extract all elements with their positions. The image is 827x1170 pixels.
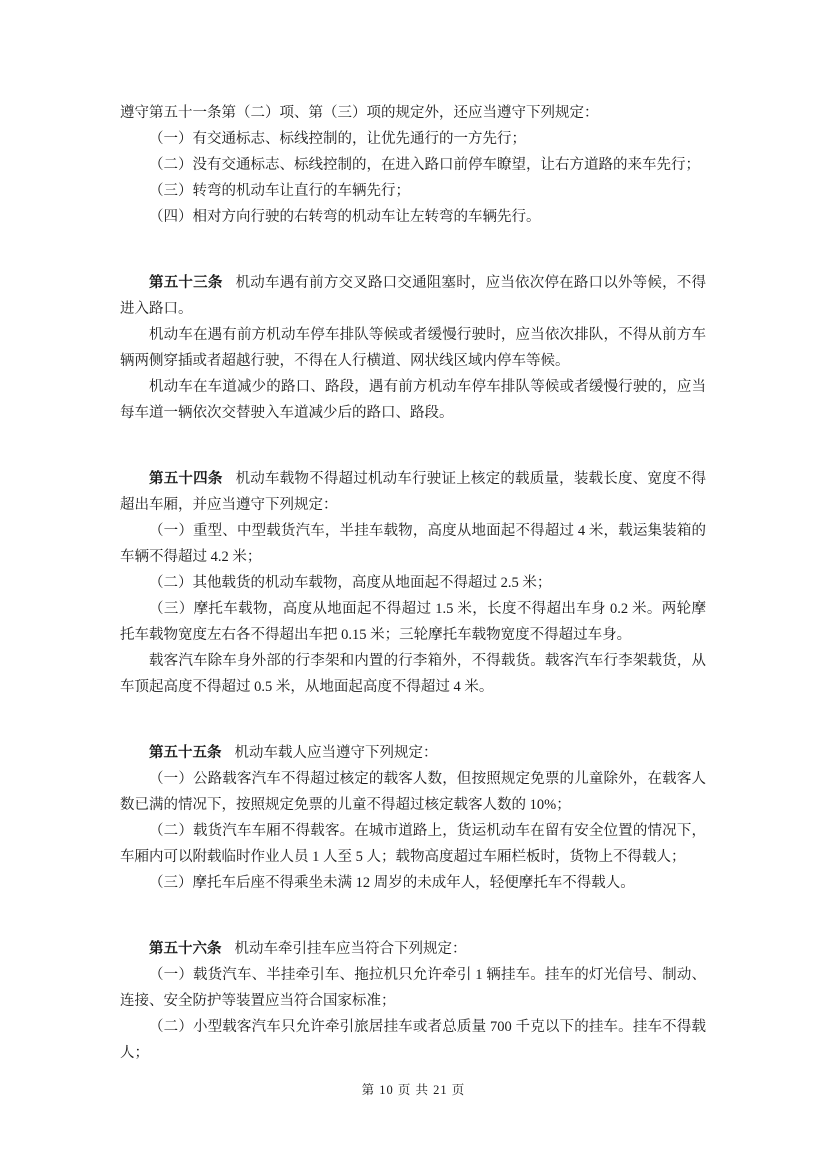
continuation-paragraph: 遵守第五十一条第（二）项、第（三）项的规定外，还应当遵守下列规定： — [120, 105, 599, 121]
article-number: 第五十三条 — [149, 275, 223, 291]
article-paragraph: （三）摩托车后座不得乘坐未满 12 周岁的未成年人，轻便摩托车不得载人。 — [149, 875, 635, 891]
list-item-3: （三）转弯的机动车让直行的车辆先行； — [149, 183, 410, 199]
article-number: 第五十六条 — [149, 941, 222, 957]
article-56 — [120, 936, 706, 1066]
article-lead-paragraph — [120, 936, 706, 962]
article-lead-text: 机动车遇有前方交叉路口交通阻塞时，应当依次停在路口以外等候，不得进入路口。 — [120, 275, 707, 317]
article-paragraph: （一）重型、中型载货汽车，半挂车载物，高度从地面起不得超过 4 米，载运集装箱的车辆不得超过 4.2 米； — [120, 523, 706, 565]
article-lead-paragraph — [120, 740, 706, 766]
article-paragraph: 机动车在遇有前方机动车停车排队等候或者缓慢行驶时，应当依次排队，不得从前方车辆两侧穿插或者超越行驶，不得在人行横道、网状线区域内停车等候。 — [120, 327, 706, 369]
article-lead-paragraph — [120, 270, 706, 322]
page-number-footer: 第 10 页 共 21 页 — [361, 1083, 466, 1097]
document-body — [120, 100, 706, 1066]
article-53 — [120, 270, 706, 426]
article-paragraph: 机动车在车道减少的路口、路段，遇有前方机动车停车排队等候或者缓慢行驶的，应当每车道一辆依次交替驶入车道减少后的路口、路段。 — [120, 379, 706, 421]
article-paragraph: （三）摩托车载物，高度从地面起不得超过 1.5 米，长度不得超出车身 0.2 米。两轮摩托车载物宽度左右各不得超出车把 0.15 米；三轮摩托车载物宽度不得超过车身。 — [120, 601, 706, 643]
article-54 — [120, 466, 706, 700]
list-item-4: （四）相对方向行驶的右转弯的机动车让左转弯的车辆先行。 — [149, 209, 541, 225]
article-55 — [120, 740, 706, 896]
article-paragraph: （一）载货汽车、半挂牵引车、拖拉机只允许牵引 1 辆挂车。挂车的灯光信号、制动、连接、安全防护等装置应当符合国家标准； — [120, 967, 706, 1009]
list-item-2: （二）没有交通标志、标线控制的，在进入路口前停车瞭望，让右方道路的来车先行； — [149, 157, 700, 173]
article-number: 第五十五条 — [149, 745, 222, 761]
article-lead-paragraph — [120, 466, 706, 518]
article-lead-text: 机动车牵引挂车应当符合下列规定： — [234, 941, 467, 957]
article-paragraph: （一）公路载客汽车不得超过核定的载客人数，但按照规定免票的儿童除外，在载客人数已满的情况下，按照规定免票的儿童不得超过核定载客人数的 10%； — [120, 771, 706, 813]
article-lead-text: 机动车载物不得超过机动车行驶证上核定的载质量，装载长度、宽度不得超出车厢，并应当遵守下列规定： — [120, 471, 707, 513]
article-number: 第五十四条 — [149, 471, 223, 487]
article-paragraph: 载客汽车除车身外部的行李架和内置的行李箱外，不得载货。载客汽车行李架载货，从车顶起高度不得超过 0.5 米，从地面起高度不得超过 4 米。 — [120, 653, 706, 695]
article-paragraph: （二）其他载货的机动车载物，高度从地面起不得超过 2.5 米； — [149, 575, 552, 591]
article-paragraph: （二）小型载客汽车只允许牵引旅居挂车或者总质量 700 千克以下的挂车。挂车不得载人； — [120, 1019, 706, 1061]
list-item-1: （一）有交通标志、标线控制的，让优先通行的一方先行； — [149, 131, 526, 147]
article-paragraph: （二）载货汽车车厢不得载客。在城市道路上，货运机动车在留有安全位置的情况下，车厢内可以附载临时作业人员 1 人至 5 人；载物高度超过车厢栏板时，货物上不得载人； — [120, 823, 706, 865]
article-lead-text: 机动车载人应当遵守下列规定： — [234, 745, 438, 761]
